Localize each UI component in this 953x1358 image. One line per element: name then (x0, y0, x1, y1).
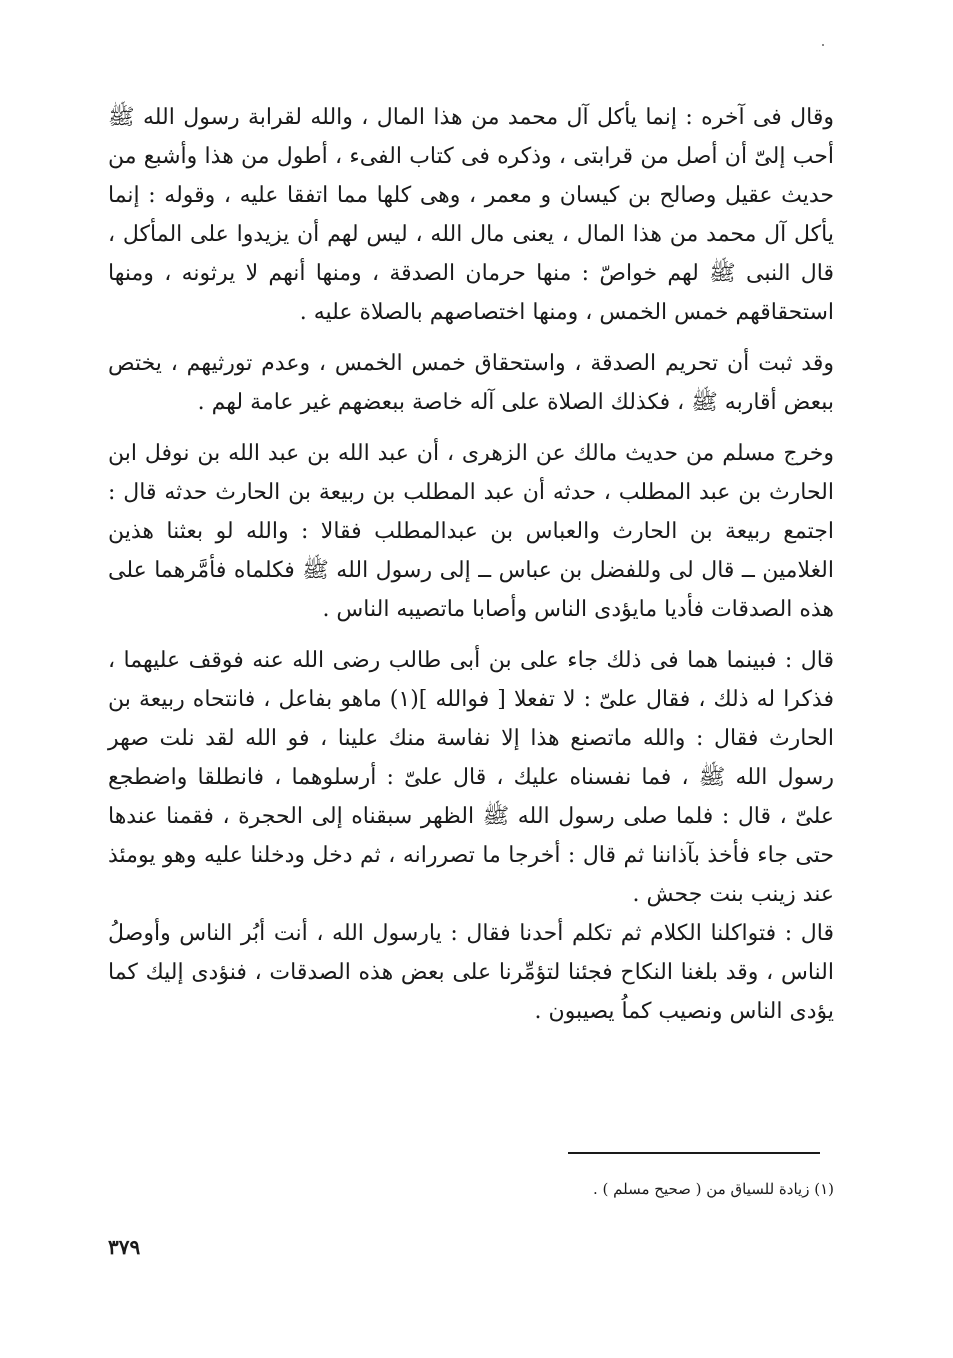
paragraph-5: قال : فتواكلنا الكلام ثم تكلم أحدنا فقال : يارسول الله ، أنت أبُر الناس وأوصلُ الناس ، وقد بلغنا النكاح فجئنا لتؤمِّرنا على بعض هذه الصدقات ، فنؤدى إليك كما يؤدى الناس ونصيب كماُ يصيبون . (108, 921, 834, 1024)
paragraph-1: وقال فى آخره : إنما يأكل آل محمد من هذا المال ، والله لقرابة رسول الله ﷺ أحب إلىّ أن أصل من قرابتى ، وذكره فى كتاب الفىء ، أطول من هذا وأشبع من حديث عقيل وصالح بن كيسان و معمر ، وهى كلها مما اتفقا عليه ، وقوله : إنما يأكل آل محمد من هذا المال ، يعنى مال الله ، ليس لهم أن يزيدوا على المأكل ، قال النبى ﷺ لهم خواصّ : منها حرمان الصدقة ، ومنها أنهم لا يرثونه ، ومنها استحقاقهم خمس الخمس ، ومنها اختصاصهم بالصلاة عليه . (108, 105, 834, 325)
page-number: ٣٧٩ (108, 1235, 141, 1259)
paragraph-2: وقد ثبت أن تحريم الصدقة ، واستحقاق خمس الخمس ، وعدم تورثيهم ، يختص ببعض أقاربه ﷺ ، فكذلك الصلاة على آله خاصة ببعضهم غير عامة لهم . (108, 351, 834, 415)
scan-speck (822, 44, 824, 46)
paragraph-4: قال : فبينما هما فى ذلك جاء على بن أبى طالب رضى الله عنه فوقف عليهما ، فذكرا له ذلك ، فقال علىّ : لا تفعلا [ فوالله ](١) ماهو بفاعل ، فانتحاه ربيعة بن الحارث فقال : والله ماتصنع هذا إلا نفاسة منك علينا ، فو الله لقد نلت صهر رسول الله ﷺ ، فما نفسناه عليك ، قال علىّ : أرسلوهما ، فانطلقا واضطجع علىّ ، قال : فلما صلى رسول الله ﷺ الظهر سبقناه إلى الحجرة ، فقمنا عندها حتى جاء فأخذ بآذاننا ثم قال : أخرجا ما تصررانه ، ثم دخل ودخلنا عليه وهو يومئذ عند زينب بنت جحش . (108, 648, 834, 907)
paragraph-3: وخرج مسلم من حديث مالك عن الزهرى ، أن عبد الله بن عبد الله بن نوفل ابن الحارث بن عبد المطلب ، حدثه أن عبد المطلب بن ربيعة بن الحارث حدثه قال : اجتمع ربيعة بن الحارث والعباس بن عبدالمطلب فقالا : والله لو بعثنا هذين الغلامين ــ قال لى وللفضل بن عباس ــ إلى رسول الله ﷺ فكلماه فأمَّرهما على هذه الصدقات فأديا مايؤدى الناس وأصابا ماتصيبه الناس . (108, 441, 834, 622)
footnote: (١) زيادة للسياق من ( صحيح مسلم ) . (592, 1180, 834, 1198)
main-text (108, 98, 834, 1031)
footnote-divider (568, 1152, 820, 1154)
